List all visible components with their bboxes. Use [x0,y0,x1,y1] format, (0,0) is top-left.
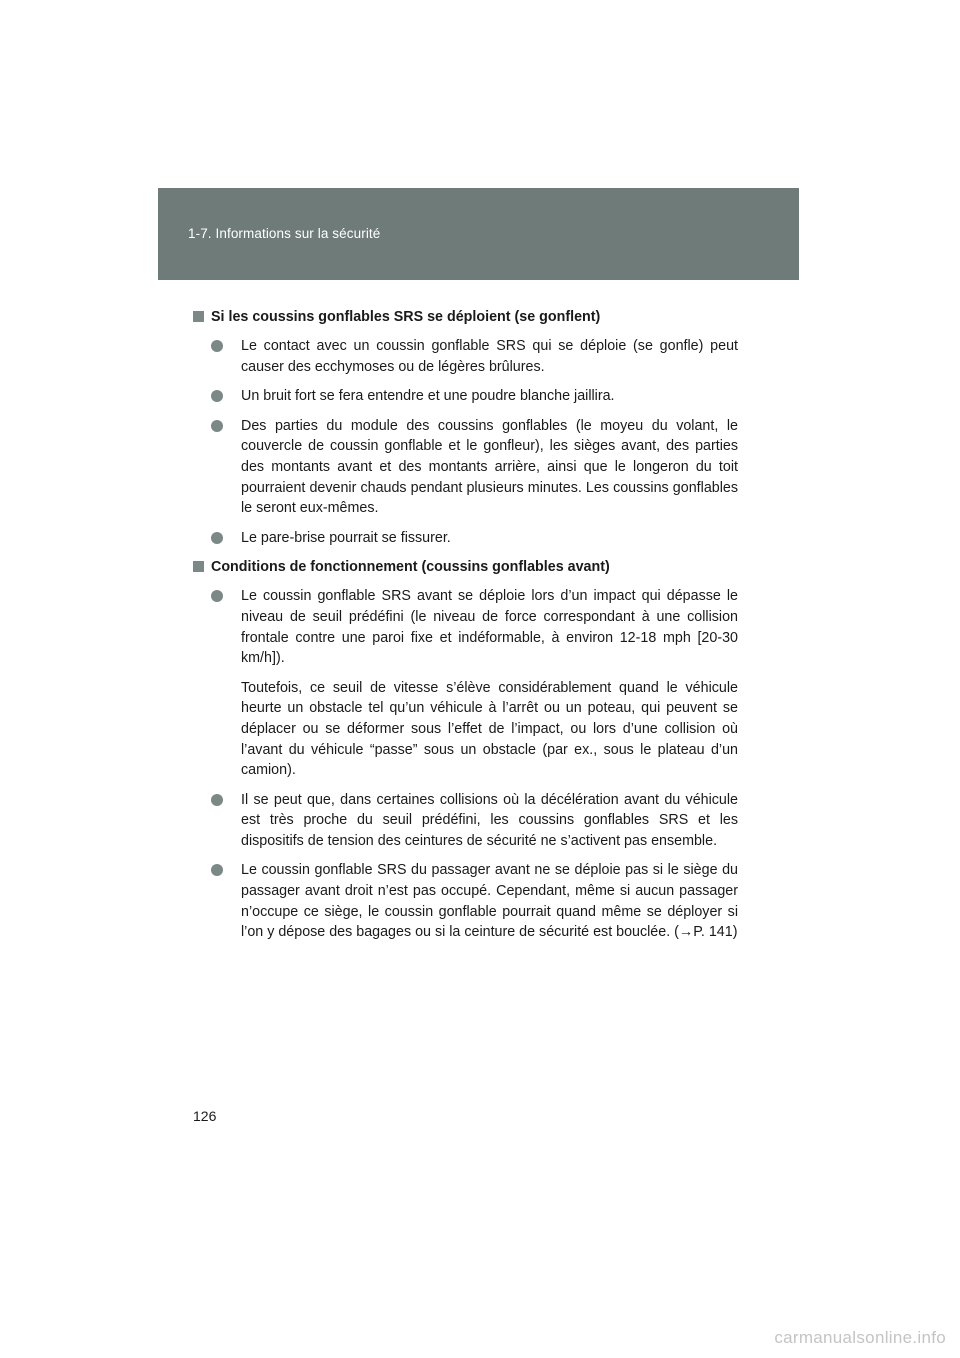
list-item-continuation: Toutefois, ce seuil de vitesse s’élève considérablement quand le véhicule heurte un obstacle tel qu’un véhicule à l’arrêt ou un poteau, qui peuvent se déplacer ou se déformer sous l’effet de l’impact, ou lors d’une collision où l’avant du véhicule “passe” sous un obstacle (par ex., sous le plateau d’un camion). [241,679,738,779]
circle-bullet-icon [211,794,223,806]
circle-bullet-icon [211,590,223,602]
list-item-text: Le contact avec un coussin gonflable SRS qui se déploie (se gonfle) peut causer des ecchymoses ou de légères brûlures. [241,338,738,375]
page-content [193,307,738,952]
list-item-text: Des parties du module des coussins gonflables (le moyeu du volant, le couvercle de coussin gonflable et le gonfleur), les sièges avant, des parties des montants avant et des montants arrière, ainsi que le longeron du toit pourraient devenir chauds pendant plusieurs minutes. Les coussins gonflables le seront eux-mêmes. [241,417,738,517]
list-item [193,416,738,519]
watermark: carmanualsonline.info [774,1328,946,1347]
list-item [193,386,738,407]
list-item-text: Le pare-brise pourrait se fissurer. [241,529,451,546]
section-heading-operating-conditions [193,557,738,577]
circle-bullet-icon [211,420,223,432]
square-bullet-icon [193,561,204,572]
list-item [193,860,738,942]
page-number: 126 [193,1108,217,1124]
circle-bullet-icon [211,864,223,876]
section-heading-airbag-deploy [193,307,738,327]
header-band [158,188,799,280]
list-item [193,336,738,377]
section-title: 1-7. Informations sur la sécurité [188,226,381,241]
list-item [193,528,738,549]
list-item-text: Un bruit fort se fera entendre et une poudre blanche jaillira. [241,388,615,405]
list-item [193,586,738,668]
circle-bullet-icon [211,340,223,352]
list-item [193,790,738,852]
list-item-text: Le coussin gonflable SRS du passager avant ne se déploie pas si le siège du passager avant droit n’est pas occupé. Cependant, même si aucun passager n’occupe ce siège, le coussin gonflable pourrait quand même se déployer si l’on y dépose des bagages ou si la ceinture de sécurité est bouclée. (→P. 141) [241,862,738,941]
circle-bullet-icon [211,532,223,544]
section-heading-text: Si les coussins gonflables SRS se déploient (se gonflent) [211,309,601,325]
list-item-text: Le coussin gonflable SRS avant se déploie lors d’un impact qui dépasse le niveau de seuil prédéfini (le niveau de force correspondant à une collision frontale contre une paroi fixe et indéformable, à environ 12-18 mph [20-30 km/h]). [241,588,738,667]
section-heading-text: Conditions de fonctionnement (coussins gonflables avant) [211,559,610,576]
list-item-text: Il se peut que, dans certaines collisions où la décélération avant du véhicule est très proche du seuil prédéfini, les coussins gonflables SRS et les dispositifs de tension des ceintures de sécurité ne s’activent pas ensemble. [241,791,738,849]
circle-bullet-icon [211,390,223,402]
square-bullet-icon [193,311,204,322]
